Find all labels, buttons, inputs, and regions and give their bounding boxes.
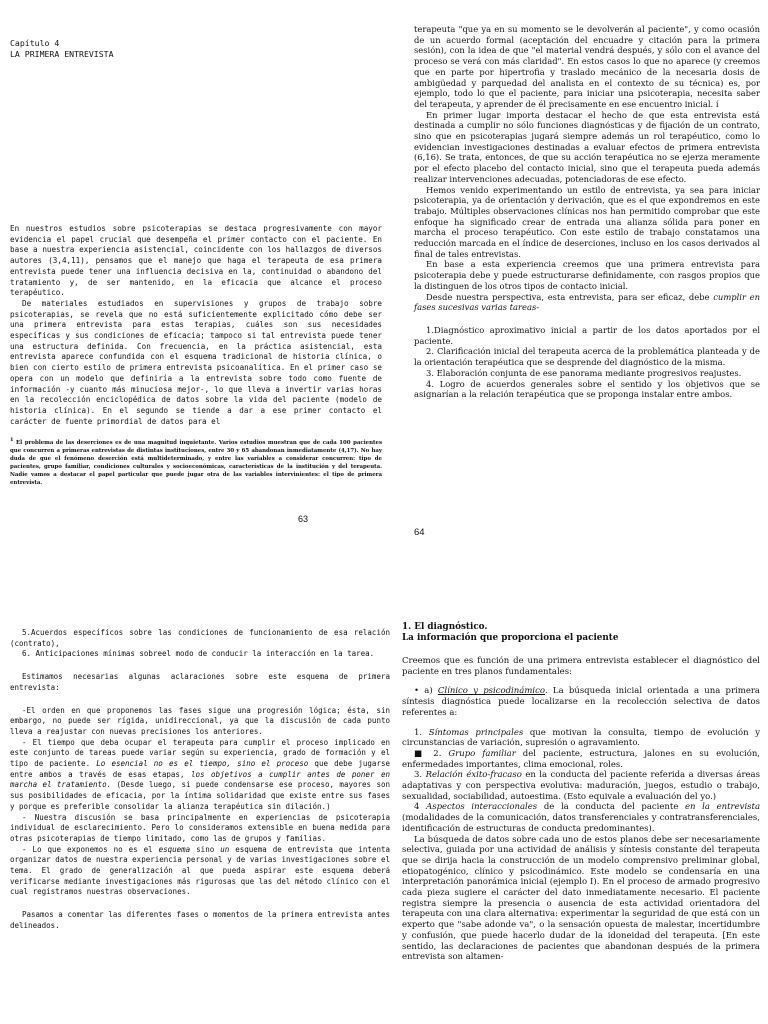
emphasis-text: Grupo familiar	[448, 748, 516, 759]
paragraph: -El orden en que proponemos las fases sigue una progresión lógica; ésta, sin embargo, no puede ser rígida, unidireccional, ya que la discusión de cada punto lleva a reajustar con nuevas precisiones los anteriores.	[10, 705, 390, 736]
page-number: 63	[298, 514, 309, 524]
list-item	[402, 770, 760, 802]
text-run: Desde nuestra perspectiva, esta entrevista, para ser eficaz, debe	[426, 291, 714, 302]
text-run: en la conducta del paciente referida a diversas áreas adaptativas y con perspectiva evolutiva: maduración, juegos, estudio o trabajo, sexualidad, sociabilidad, autoestima. (Esto equivale a evaluación del yo.)	[402, 770, 760, 802]
paragraph: En nuestros estudios sobre psicoterapias se destaca progresivamente con mayor evidencia el papel crucial que desempeña el primer contacto con el paciente. En base a nuestra experiencia asistencial, coincidente con los hallazgos de diversos autores (3,4,11), pensamos que el manejo que haga el terapeuta de esa primera entrevista puede tener una influencia decisiva en la, continuidad o abandono del tratamiento y, de ser mantenido, en la eficacia que alcance el proceso terapéutico.	[10, 224, 382, 298]
section-number-title: 1. El diagnóstico.	[402, 622, 488, 632]
list-marker: 1.	[414, 727, 429, 738]
text-run: que motivan la consulta, tiempo de evolución y circunstancias de variación, supresión o agravamiento.	[402, 727, 760, 749]
text-run: (modalidades de la comunicación, datos transferenciales y contratransferenciales, identificación de estructuras de conducta predominantes).	[402, 813, 760, 834]
page-63-body	[10, 224, 382, 427]
bullet-marker: • a)	[414, 686, 438, 697]
chapter-label: Capítulo 4	[10, 38, 60, 48]
text-run: de la conducta del paciente	[537, 802, 686, 813]
text-run: - El tiempo que deba ocupar el terapeuta para cumplir el proceso implicado en este conjunto de tareas puede variar según su experiencia, grado de formación y el tipo de paciente.	[10, 737, 390, 769]
list-item	[402, 728, 760, 749]
text-run: -	[536, 302, 540, 313]
emphasis-text: en la entrevista	[685, 802, 761, 813]
list-marker: ■ 2.	[414, 748, 449, 759]
paragraph: terapeuta "que ya en su momento se le devolverán al paciente", y como ocasión de un acuerdo formal (aceptación del encuadre y citación para la primera sesión), con la idea de que "el material vendrá después, y sólo con el avance del proceso se verá con más claridad". En estos casos lo que no aparece (y creemos que en parte por hipertrofia y traslado mecánico de la necesaria dosis de ambigüedad y parquedad del analista en el contexto de su técnica) es, por ejemplo, todo lo que el paciente, para iniciar una psicoterapia, necesita saber del terapeuta, y aprender de él precisamente en ese encuentro inicial. í	[414, 24, 760, 109]
list-marker: 4	[414, 802, 427, 813]
page-65	[10, 520, 390, 1024]
page-64-body	[414, 24, 760, 400]
emphasis-text: Síntomas principales	[428, 727, 524, 738]
text-run: que debe jugarse entre ambos a través de esas etapas,	[10, 759, 390, 779]
paragraph	[10, 845, 390, 899]
emphasis-text: Lo esencial no es el tiempo, sino el proceso	[96, 759, 309, 769]
emphasis-text: cumplir en fases sucesivas varias tareas	[414, 291, 760, 313]
paragraph: Hemos venido experimentando un estilo de entrevista, ya sea para iniciar psicoterapia, ya de orientación y derivación, que es el que expondremos en este trabajo. Múltiples observaciones clínicas nos han permitido comprobar que este enfoque ha significado crear de entrada una alianza sólida para poner en marcha el proceso terapéutico. Con este estilo de trabajo constatamos una reducción marcada en el índice de deserciones, incluso en los casos derivados al final de tales entrevistas.	[414, 184, 760, 259]
section-heading	[402, 622, 760, 644]
chapter-title: LA PRIMERA ENTREVISTA	[10, 49, 114, 59]
list-marker: 3.	[414, 770, 426, 781]
paragraph: De materiales estudiados en supervisiones y grupos de trabajo sobre psicoterapias, se revela que no está suficientemente explicitado cómo debe ser una primera entrevista para estas terapias, cuáles son sus necesidades específicas y sus condiciones de eficacia; tampoco si tal entrevista puede tener una estructura definida. Con frecuencia, en la práctica asistencial, esta entrevista aparece confundida con el esquema tradicional de historia clínica, o bien con cierto estilo de primera entrevista psicoanalítica. En el primer caso se opera con un modelo que definiría a la entrevista sobre todo como fuente de información -y cuanto más minuciosa mejor-, lo que lleva a invertir varias horas en la recolección enciclopédica de datos sobre la vida del paciente (modelo de historia clínica). En el segundo se tiende a dar a ese primer contacto el carácter de fuente primordial de datos para el	[10, 298, 382, 426]
emphasis-text: Aspectos interaccionales	[426, 802, 538, 813]
list-item: 5.Acuerdos específicos sobre las condiciones de funcionamiento de esa relación (contrato),	[10, 628, 390, 648]
section-subtitle: La información que proporciona el paciente	[402, 633, 619, 643]
text-run: (Desde luego, si puede condensarse ese proceso, mayores son sus posibilidades de eficacia, por la íntima solidaridad que existe entre sus fases y porque es preferible consolidar la alianza terapéutica sin dilación.)	[10, 780, 390, 811]
paragraph	[414, 292, 760, 313]
emphasis-text: esquema	[158, 844, 191, 854]
page-number: 64	[414, 527, 425, 538]
paragraph: Pasamos a comentar las diferentes fases o momentos de la primera entrevista antes delineados.	[10, 910, 390, 930]
paragraph: Estimamos necesarias algunas aclaraciones sobre este esquema de primera entrevista:	[10, 672, 390, 692]
list-item: 3. Elaboración conjunta de ese panorama mediante progresivos reajustes.	[426, 367, 742, 378]
chapter-heading	[10, 38, 382, 60]
list-item: 6. Anticipaciones mínimas sobreel modo de conducir la interacción en la tarea.	[22, 649, 375, 659]
page-65-body	[10, 628, 390, 932]
list-item	[402, 802, 760, 834]
paragraph: - Nuestra discusión se basa principalmente en experiencias de psicoterapia individual de esclarecimiento. Pero lo consideramos extensible en buena medida para otras psicoterapias de tiempo limitado, como las de grupos y familias.	[10, 812, 390, 843]
task-list	[414, 325, 760, 400]
list-item	[402, 749, 760, 770]
emphasis-text: Clínico y psicodinámico	[437, 686, 545, 697]
list-item: 4. Logro de acuerdos generales sobre el sentido y los objetivos que se asignarían a la relación terapéutica que se proponga instalar entre ambos.	[414, 378, 760, 400]
page-63	[10, 0, 382, 524]
page-64	[414, 0, 760, 538]
text-run: esquema de entrevista que intenta organizar datos de nuestra experiencia personal y de varias investigaciones sobre el tema. El grado de generalización al que pueda aspirar este esquema deberá verificarse mediante investigaciones más rigurosas que las del método clínico con el cual registramos nuestras observaciones.	[10, 844, 391, 897]
paragraph: La búsqueda de datos sobre cada uno de estos planos debe ser necesariamente selectiva, guiada por una actividad de análisis y síntesis constante del terapeuta que se dirija hacia la construcción de un modelo comprensivo preliminar global, etiopatogénico, clínico y psicodinámico. Este modelo se condensaría en una interpretación panorámica inicial (ejemplo I). En el proceso de armado progresivo cada pieza sugiere el carácter del dato inmediatamente necesario. El paciente registra siempre la presencia o ausencia de esta actividad orientadora del terapeuta con una clara alternativa: experimentar la seguridad de que está con un experto que "sabe adonde va", o la sensación opuesta de malestar, incertidumbre y confusión, que puede hacerlo dudar de la idoneidad del terapeuta. [En este sentido, las declaraciones de pacientes que abandonan después de la primera entrevista son altamen-	[402, 834, 760, 963]
emphasis-text: un	[220, 844, 230, 854]
paragraph: En base a esta experiencia creemos que una primera entrevista para psicoterapia debe y puede estructurarse definidamente, con rasgos propios que la distinguen de los otros tipos de contacto inicial.	[414, 259, 760, 291]
paragraph: Creemos que es función de una primera entrevista establecer el diagnóstico del paciente en tres planos fundamentales:	[402, 656, 760, 677]
paragraph	[10, 738, 390, 813]
text-run: sino	[190, 844, 221, 854]
list-item: 2. Clarificación inicial del terapeuta acerca de la problemática planteada y de la orientación terapéutica que se desprende del diagnóstico de la misma.	[414, 346, 760, 368]
emphasis-text: Relación éxito-fracaso	[425, 770, 522, 781]
text-run: . La búsqueda inicial orientada a una primera síntesis diagnóstica puede localizarse en la recolección selectiva de datos referentes a:	[402, 686, 760, 718]
page-66-body	[402, 656, 760, 963]
emphasis-text: los objetivos a cumplir antes de poner en marcha el tratamiento.	[10, 769, 390, 790]
footnote	[10, 436, 382, 487]
page-66	[402, 520, 760, 1024]
text-run: - Lo que exponemos no es el	[22, 844, 159, 854]
footnote-text: El problema de las deserciones es de una magnitud inquietante. Varios estudios muestran que de cada 100 pacientes que concurren a primeras entrevistas de distintas instituciones, entre 30 y 65 abandonan inmediatamente (4,17). No hay duda de que el fenómeno deserción está multideterminado, y entre las variables a considerar concurren: tipo de pacientes, grupo familiar, condiciones culturales y socioeconómicas, características de la institución y del terapeuta. Nadie vamos a destacar el papel particular que puede jugar otra de las variables intervinientes: el tipo de primera entrevista.	[10, 440, 382, 487]
list-item: 1.Diagnóstico aproximativo inicial a partir de los datos aportados por el paciente.	[414, 324, 760, 346]
paragraph: En primer lugar importa destacar el hecho de que esta entrevista está destinada a cumplir no sólo funciones diagnósticas y de fijación de un contrato, sino que en psicoterapias jugará siempre además un rol terapéutico, como lo evidencian investigaciones destinadas a evaluar efectos de primera entrevista (6,16). Se trata, entonces, de que su acción terapéutica no se ejerza meramente por el efecto placebo del contacto inicial, sino que el terapeuta pueda además realizar intervenciones adecuadas, potenciadoras de ese efecto.	[414, 109, 760, 184]
footnote-mark: 1	[10, 437, 14, 444]
paragraph	[402, 686, 760, 718]
text-run: del paciente, estructura, jalones en su evolución, enfermedades importantes, clima emocional, roles.	[402, 748, 761, 770]
